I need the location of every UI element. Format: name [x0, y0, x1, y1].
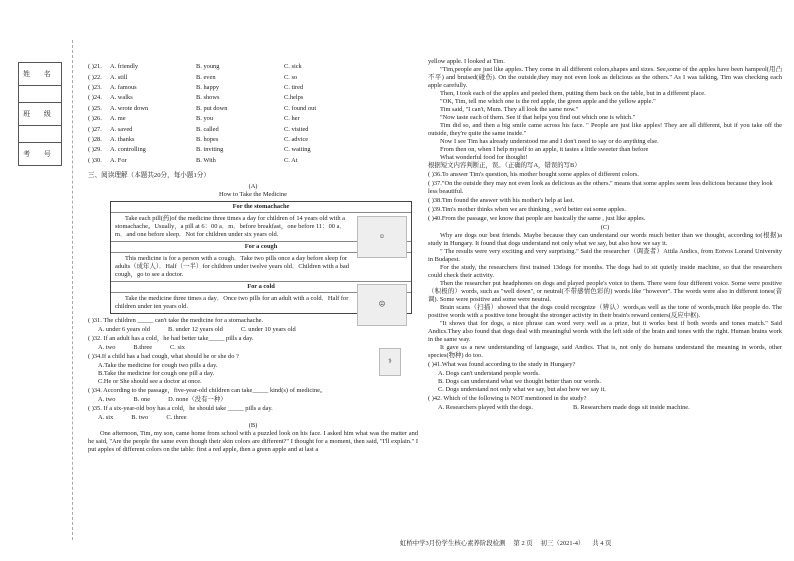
question-number: ( )22.	[88, 73, 102, 81]
cough-illustration: ☹	[357, 284, 407, 326]
option-c[interactable]: C. advice	[284, 135, 309, 143]
passage-c-questions	[428, 361, 782, 412]
question-stem: ( )34.If a child has a bad cough, what should he or she do ?	[88, 353, 239, 361]
question-option[interactable]: A.Take the medicine for cough two pills a day.	[98, 362, 218, 370]
question-number: ( )24.	[88, 94, 102, 102]
question-stem: ( )42. Which of the following is NOT mentioned in the study?	[428, 395, 587, 402]
passage-c-paragraph: It gave us a new understanding of language, said Andics. That is, not only do humans understand the meaning in words, other species(物种) do too.	[428, 344, 782, 359]
option-a[interactable]: A. thanks	[110, 135, 135, 143]
cloze-option-row	[88, 114, 418, 124]
option-b[interactable]: B. even	[196, 73, 216, 81]
option-b[interactable]: B. With	[196, 156, 216, 164]
medicine-bottle-illustration: ⚕	[379, 348, 401, 376]
judge-question: ( )36.To answer Tim's question, his mother bought some apples of different colors.	[428, 171, 639, 178]
question-option[interactable]: B.Take the medicine for cough one pill a day.	[98, 370, 215, 378]
left-column	[88, 62, 418, 454]
question-stem: ( )32. If an adult has a cold，he had better take_____ pills a day.	[88, 335, 254, 343]
page-footer	[400, 540, 611, 548]
option-c[interactable]: C.helps	[284, 94, 304, 102]
option-a[interactable]: A. walks	[110, 94, 133, 102]
cloze-option-row	[88, 83, 418, 93]
question-option[interactable]: A. under 6 years old	[98, 326, 150, 334]
right-column	[428, 58, 782, 412]
option-b[interactable]: B. shows	[196, 94, 220, 102]
option-a[interactable]: A. controlling	[110, 146, 146, 154]
question-option[interactable]: A. Dogs can't understand people words.	[438, 370, 540, 377]
question-number: ( )27.	[88, 125, 102, 133]
cough-text: This medicine is for a person with a cough．Take two pills once a day before sleep for adults（成年人）．Half（一半）for children under twelve years old．Children with a bad cough，go to see a doctor.	[115, 255, 349, 279]
option-c[interactable]: C. sick	[284, 63, 302, 71]
cloze-option-row	[88, 135, 418, 145]
cloze-option-row	[88, 72, 418, 82]
question-option[interactable]: B. Researchers made dogs sit inside machine.	[572, 404, 690, 411]
footer-page: 第 2 页	[513, 540, 533, 547]
question-option[interactable]: A. six	[98, 414, 114, 422]
option-a[interactable]: A. friendly	[110, 63, 139, 71]
option-c[interactable]: C. found out	[284, 104, 317, 112]
option-a[interactable]: A. famous	[110, 83, 137, 91]
passage-b-paragraph: Then, I took each of the apples and peeled them, putting them back on the table, but in a different place.	[440, 90, 706, 97]
question-option[interactable]: B. Dogs can understand what we thought better than our words.	[438, 378, 601, 385]
judge-question: ( )39.Tim's mother thinks when we are thinking , we'd better eat some apples.	[428, 206, 627, 213]
passage-b-right-text	[428, 58, 782, 162]
passage-c-paragraph: "It shows that for dogs, a nice phrase can word very well as a prize, but it works best if both words and tones match." Said Andics.They also found that dogs deal with meaningful words with the left side of the brain and tones with the right. Human brains work in the same way.	[428, 320, 782, 343]
question-options	[88, 414, 418, 422]
passage-c-paragraph: Why are dogs our best friends. Maybe because they can understand our words much better than we thought, according to(根据)a study in Hungary. It found that dogs understand not only what we say, but also how we say it.	[428, 232, 782, 247]
passage-b-paragraph: What wonderful food for thought!	[440, 154, 528, 161]
passage-a-title: How to Take the Medicine	[219, 191, 287, 199]
passage-c-text	[428, 232, 782, 360]
judge-question: ( )37."On the outside they may not even look as delicious as the others." means that some apples seem less delicious because they look less beautiful.	[428, 180, 773, 195]
option-b[interactable]: B. you	[196, 115, 214, 123]
question-number: ( )28.	[88, 135, 102, 143]
question-options	[428, 404, 782, 412]
question-option[interactable]: B. two	[131, 414, 149, 422]
judge-question: ( )40.From the passage, we know that people are basically the same , just like apples.	[428, 215, 646, 222]
passage-c-paragraph: Then the researcher put headphones on dogs and played people's voice to them. There were four different voice. Some were positive（积极的）words, such as "well down", or neutral(不带感情色彩的) words like "however". The words were also in different tones(音调). Some were positive and some were neutral.	[428, 280, 782, 303]
passage-a-questions	[88, 317, 418, 422]
question-number: ( )25.	[88, 104, 102, 112]
passage-c-paragraph: Brain scans（扫描）showed that the dogs could recognize（辨认）words,as well as the tone of words,much like people do. The positive words with a positive tone brought the stronger activity in their brain's reward centers(反应中枢).	[428, 304, 782, 319]
cloze-option-row	[88, 145, 418, 155]
option-c[interactable]: C. tired	[284, 83, 304, 91]
option-a[interactable]: A. wrote down	[110, 104, 149, 112]
question-options	[88, 396, 418, 404]
passage-b-paragraph: Tim did so, and then a big smile came across his face. " People are just like apples! They are all different, but if you take off the outside, they're quite the same inside."	[428, 122, 782, 137]
question-stem: ( )41.What was found according to the study in Hungary?	[428, 361, 576, 368]
binding-strip	[18, 62, 62, 166]
question-option[interactable]: A. Researchers played with the dogs.	[438, 404, 533, 411]
option-a[interactable]: A. still	[110, 73, 128, 81]
passage-c-label: (C)	[600, 224, 610, 231]
passage-b-paragraph: Now I see Tim has already understood me and I don't need to say or do anything else.	[440, 138, 659, 145]
passage-b-paragraph: "OK, Tim, tell me which one is the red apple, the green apple and the yellow apple."	[440, 98, 656, 105]
passage-b-left-text: One afternoon, Tim, my son, came home from school with a puzzled look on his face. I asked him what was the matter and he said, "Are the people the same even though their skin colors are different?" I thought for a moment, then said, "I'll explain." I put apples of different colors on the table: first a red apple, then a green apple and at last a	[88, 430, 418, 454]
passage-c-paragraph: " The results were very exciting and very surprising." Said the researcher（调查者）Attila Andics, from Eotvos Lorand University in Budapest.	[428, 248, 782, 263]
option-c[interactable]: C. visited	[284, 125, 309, 133]
option-c[interactable]: C. her	[284, 115, 300, 123]
option-a[interactable]: A. me	[110, 115, 126, 123]
judge-questions	[428, 171, 782, 223]
question-option[interactable]: B. under 12 years old	[168, 326, 223, 334]
option-b[interactable]: B. young	[196, 63, 220, 71]
passage-a-label: (A)	[248, 183, 258, 191]
option-b[interactable]: B. put down	[196, 104, 228, 112]
cough-title: For a cough	[111, 241, 411, 253]
question-stem: ( )35. If a six-year-old boy has a cold，he should take _____ pills a day.	[88, 405, 273, 413]
stomach-text: Take each pill(药)of the medicine three times a day for children of 14 years old with a stomachache。Usually，a pill at 6：00 a．m．before breakfast，one before 11：00 a．m．and one before sleep．Not for children under six years old.	[115, 215, 346, 239]
cut-line	[72, 40, 73, 540]
stomach-title: For the stomachache	[111, 202, 411, 213]
passage-b-paragraph: "Tim,people are just like apples. They come in all different colors,shapes and sizes. See,some of the apples have been hampeol(用凸不平) and bruised(碰伤). On the outside,they may not even look as delicious as the others." As I was talking, Tim was checking each apple carefully.	[428, 66, 782, 89]
question-stem: ( )34. According to the passage，five-year-old children can take_____ kind(s) of medicine。	[88, 387, 327, 395]
cloze-option-row	[88, 124, 418, 134]
question-option[interactable]: C. Dogs understand not only what we say, but also how we say it.	[438, 386, 606, 393]
footer-grade: 初三（2021-4）	[540, 540, 585, 547]
section-heading: 三、阅读理解（本题共20分，每小题1分）	[88, 171, 210, 179]
name-label: 姓 名	[18, 62, 62, 86]
question-number: ( )26.	[88, 115, 102, 123]
question-number: ( )23.	[88, 83, 102, 91]
option-c[interactable]: C. At	[284, 156, 298, 164]
question-option[interactable]: B. one	[133, 396, 151, 404]
question-number: ( )21.	[88, 63, 102, 71]
question-option[interactable]: C.He or She should see a doctor at once.	[98, 378, 202, 386]
judge-question: ( )38.Tim found the answer with his mother's help at last.	[428, 197, 575, 204]
footer-school: 虹桥中学3月份学生核心素养阶段检测	[400, 540, 506, 547]
question-number: ( )30.	[88, 156, 102, 164]
cold-title: For a cold	[111, 281, 411, 293]
option-b[interactable]: B. hopes	[196, 135, 219, 143]
cloze-option-row	[88, 62, 418, 72]
option-c[interactable]: C. so	[284, 73, 298, 81]
passage-b-paragraph: From then on, when I help myself to an apple, it tastes a little sweeter than before	[440, 146, 649, 153]
passage-c-paragraph: For the study, the researchers first trained 13dogs for months. The dogs had to sit quietly inside machine, so that the researchers could check their activity.	[428, 264, 782, 279]
question-option[interactable]: A. two	[98, 396, 116, 404]
option-a[interactable]: A. saved	[110, 125, 133, 133]
question-options	[88, 344, 418, 352]
option-b[interactable]: B. called	[196, 125, 219, 133]
footer-total: 共 4 页	[592, 540, 612, 547]
cloze-option-row	[88, 93, 418, 103]
question-number: ( )29.	[88, 146, 102, 154]
cloze-options	[88, 62, 418, 166]
stomach-illustration: ☺	[357, 216, 407, 258]
question-stem: ( )31. The children _____ can't take the medicine for a stomachache.	[88, 317, 264, 325]
passage-b-paragraph: Tim said, "I can't, Mum. They all look the same now."	[440, 106, 579, 113]
option-b[interactable]: B. inviting	[196, 146, 224, 154]
option-c[interactable]: C. waiting	[284, 146, 311, 154]
number-label: 考 号	[18, 142, 62, 166]
question-option[interactable]: C. under 10 years old	[240, 326, 296, 334]
question-option[interactable]: C. three	[166, 414, 187, 422]
option-b[interactable]: B. happy	[196, 83, 220, 91]
option-a[interactable]: A. For	[110, 156, 127, 164]
judge-instruction: 根据短文内容判断正，误。（正确的写A，错误的写B）	[428, 162, 581, 169]
passage-b-label: (B)	[248, 422, 258, 430]
question-options	[88, 326, 418, 334]
question-option[interactable]: C. six	[170, 344, 185, 352]
class-label: 班 级	[18, 102, 62, 126]
passage-b-paragraph: yellow apple. I looked at Tim.	[428, 58, 505, 65]
question-option[interactable]: A. two	[98, 344, 116, 352]
cloze-option-row	[88, 104, 418, 114]
question-option[interactable]: B.three	[133, 344, 153, 352]
passage-b-paragraph: "Now taste each of them. See if that helps you find out which one is which."	[440, 114, 636, 121]
cold-text: Take the medicine three times a day．Once two pills for an adult with a cold．Half for children under ten years old.	[115, 295, 349, 311]
cloze-option-row	[88, 156, 418, 166]
question-option[interactable]: D. none（没有一种）	[168, 396, 227, 404]
